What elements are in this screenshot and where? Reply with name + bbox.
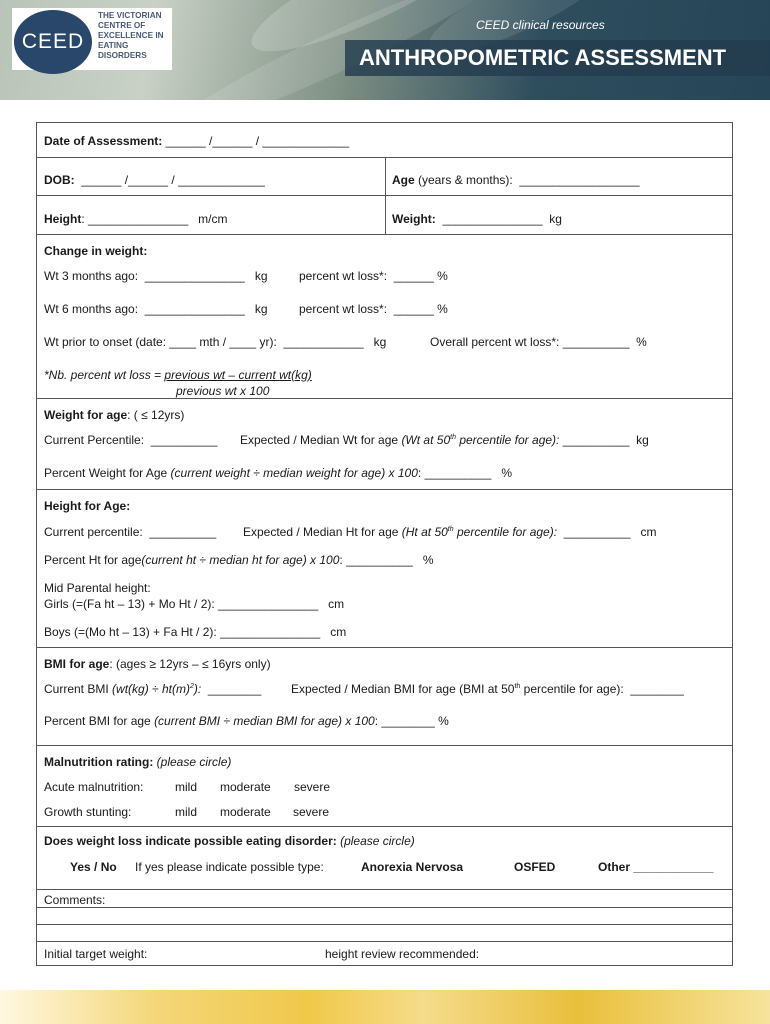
comment-line[interactable] (37, 907, 732, 908)
growth-stunting-label: Growth stunting: (44, 805, 132, 819)
acute-option-moderate[interactable]: moderate (220, 780, 271, 794)
logo-text: THE VICTORIAN CENTRE OF EXCELLENCE IN EATING DISORDERS (98, 11, 164, 60)
yes-no-option[interactable]: Yes / No (70, 860, 117, 874)
change-in-weight-heading: Change in weight: (44, 244, 148, 258)
header-subtitle: CEED clinical resources (476, 18, 605, 32)
comments-label: Comments: (44, 893, 106, 907)
nb-formula-denominator: previous wt x 100 (176, 384, 270, 398)
footer-band (0, 990, 770, 1024)
nb-formula: *Nb. percent wt loss = previous wt – current wt(kg) (44, 368, 312, 382)
growth-option-moderate[interactable]: moderate (220, 805, 271, 819)
assessment-form (36, 122, 733, 966)
height-field[interactable]: Height: _______________ m/cm (44, 212, 228, 226)
type-osfed[interactable]: OSFED (514, 860, 556, 874)
hfa-current-percentile-field[interactable]: Current percentile: __________ (44, 525, 217, 539)
wt-prior-onset-field[interactable]: Wt prior to onset (date: ____ mth / ____ yr): ____________ kg (44, 335, 387, 349)
wt-6-months-loss-field[interactable]: percent wt loss*: ______ % (299, 302, 448, 316)
date-of-assessment-field[interactable]: Date of Assessment: ______ /______ / _____________ (44, 134, 350, 148)
type-anorexia-nervosa[interactable]: Anorexia Nervosa (361, 860, 464, 874)
comment-line[interactable] (37, 924, 732, 925)
wt-3-months-loss-field[interactable]: percent wt loss*: ______ % (299, 269, 448, 283)
hfa-percent-field[interactable]: Percent Ht for age(current ht ÷ median ht for age) x 100: __________ % (44, 553, 434, 567)
header-banner (0, 0, 770, 100)
bmi-percent-field[interactable]: Percent BMI for age (current BMI ÷ median BMI for age) x 100: ________ % (44, 714, 449, 728)
acute-option-severe[interactable]: severe (294, 780, 331, 794)
height-review-field[interactable]: height review recommended: (325, 947, 480, 961)
age-field[interactable]: Age (years & months): __________________ (392, 173, 640, 187)
type-other[interactable]: Other ____________ (598, 860, 714, 874)
divider (37, 745, 732, 746)
bmi-for-age-heading: BMI for age: (ages ≥ 12yrs – ≤ 16yrs only) (44, 657, 271, 671)
wfa-expected-field[interactable]: Expected / Median Wt for age (Wt at 50th percentile for age): __________ kg (240, 433, 649, 447)
divider (37, 398, 732, 399)
logo-mark: CEED (14, 10, 92, 74)
height-for-age-heading: Height for Age: (44, 499, 131, 513)
boys-mph-field[interactable]: Boys (=(Mo ht – 13) + Fa Ht / 2): _______________ cm (44, 625, 347, 639)
dob-field[interactable]: DOB: ______ /______ / _____________ (44, 173, 265, 187)
hfa-expected-field[interactable]: Expected / Median Ht for age (Ht at 50th percentile for age): __________ cm (243, 525, 657, 539)
divider (37, 889, 732, 890)
divider (37, 195, 732, 196)
girls-mph-field[interactable]: Girls (=(Fa ht – 13) + Mo Ht / 2): _______________ cm (44, 597, 345, 611)
divider (37, 941, 732, 942)
eating-disorder-heading: Does weight loss indicate possible eating disorder: (please circle) (44, 834, 415, 848)
bmi-expected-field[interactable]: Expected / Median BMI for age (BMI at 50th percentile for age): ________ (291, 682, 684, 696)
bmi-current-field[interactable]: Current BMI $(wt(kg) \div ht(m)^2)$: ________ (44, 682, 262, 696)
page-title: ANTHROPOMETRIC ASSESSMENT (359, 45, 727, 70)
wfa-current-percentile-field[interactable]: Current Percentile: __________ (44, 433, 218, 447)
acute-option-mild[interactable]: mild (175, 780, 198, 794)
ceed-logo (12, 8, 172, 70)
growth-option-severe[interactable]: severe (293, 805, 330, 819)
wt-3-months-field[interactable]: Wt 3 months ago: _______________ kg (44, 269, 268, 283)
divider (37, 234, 732, 235)
initial-target-weight-field[interactable]: Initial target weight: (44, 947, 148, 961)
weight-for-age-heading: Weight for age: ( ≤ 12yrs) (44, 408, 185, 422)
divider (37, 647, 732, 648)
wt-6-months-field[interactable]: Wt 6 months ago: _______________ kg (44, 302, 268, 316)
divider (37, 489, 732, 490)
malnutrition-heading: Malnutrition rating: (please circle) (44, 755, 232, 769)
mid-parental-height-label: Mid Parental height: (44, 581, 151, 595)
acute-malnutrition-label: Acute malnutrition: (44, 780, 144, 794)
divider (37, 826, 732, 827)
if-yes-label: If yes please indicate possible type: (135, 860, 324, 874)
growth-option-mild[interactable]: mild (175, 805, 198, 819)
overall-loss-field[interactable]: Overall percent wt loss*: __________ % (430, 335, 647, 349)
wfa-percent-field[interactable]: Percent Weight for Age (current weight ÷ median weight for age) x 100: __________ % (44, 466, 513, 480)
weight-field[interactable]: Weight: _______________ kg (392, 212, 562, 226)
